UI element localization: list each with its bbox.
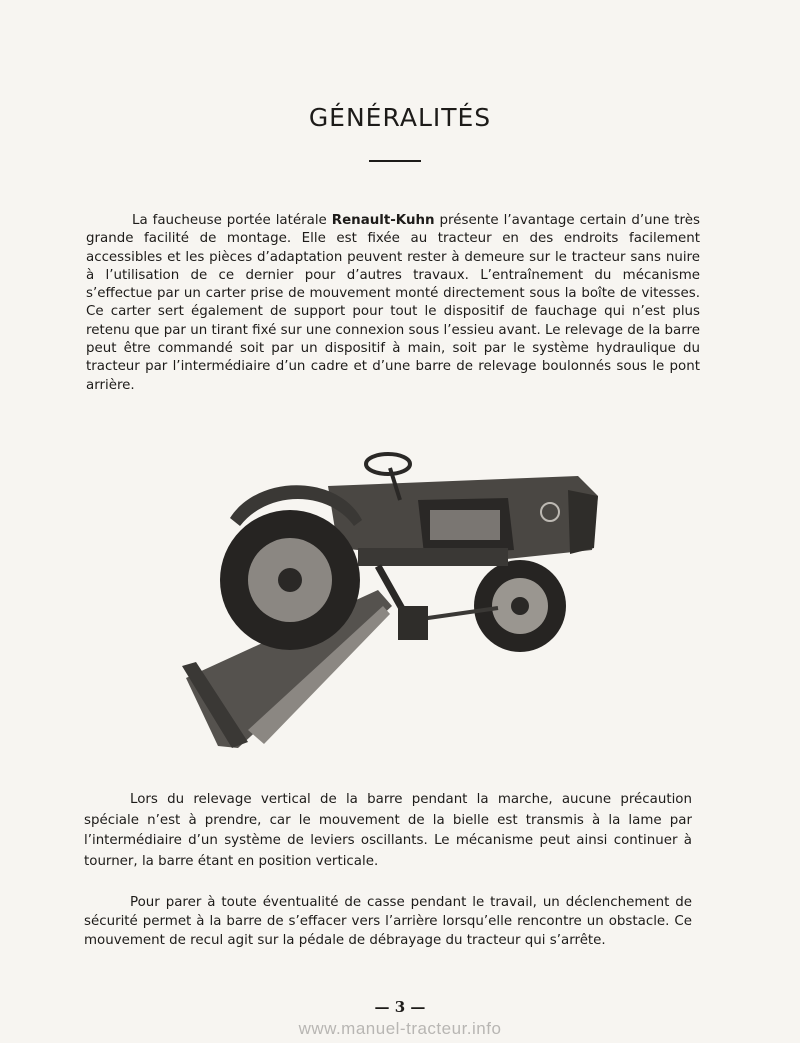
intro-text-start: La faucheuse portée latérale [132, 213, 332, 228]
front-hub [511, 597, 529, 615]
brand-name: Renault-Kuhn [331, 213, 435, 228]
page-title: GÉNÉRALITÉS [308, 103, 492, 132]
engine-detail [430, 510, 500, 540]
lifting-paragraph: Lors du relevage vertical de la barre pendant la marche, aucune précaution spéciale n’est à prendre, car le mouvement de la bielle est transmis à la lame par l’intermédiaire d’un système de leviers oscillants. Le mécanisme peut ainsi continuer à tourner, la barre étant en position verticale. [84, 792, 692, 869]
chassis [358, 548, 508, 566]
watermark-text: www.manuel-tracteur.info [298, 1019, 502, 1038]
radiator-grille [568, 490, 598, 554]
tractor-mower-illustration [178, 430, 608, 760]
rear-hub [278, 568, 302, 592]
title-divider [369, 160, 421, 162]
steering-wheel [366, 454, 410, 474]
intro-text-rest: présente l’avantage certain d’une très grande facilité de montage. Elle est fixée au tracteur en des endroits facilement accessibles et les pièces d’adaptation peuvent rester à demeure sur le tracteur sans nuire à l’utilisation de ce dernier pour d’autres travaux. L’entraînement du mécanisme s’effectue par un carter prise de mouvement monté directement sous la boîte de vitesses. Ce carter sert également de support pour tout le dispositif de fauchage qui n’est plus retenu que par un tirant fixé sur une connexion sous l’essieu avant. Le relevage de la barre peut être commandé soit par un dispositif à main, soit par le système hydraulique du tracteur par l’intermédiaire d’un cadre et d’une barre de relevage boulonnés sous le pont arrière. [86, 213, 700, 393]
page-number: — 3 — [374, 998, 426, 1016]
mower-gearbox [398, 606, 428, 640]
safety-paragraph: Pour parer à toute éventualité de casse pendant le travail, un déclenchement de sécurité permet à la barre de s’effacer vers l’arrière lorsqu’elle rencontre un obstacle. Ce mouvement de recul agit sur la pédale de débrayage du tracteur qui s’arrête. [84, 895, 692, 948]
intro-paragraph [86, 212, 700, 395]
